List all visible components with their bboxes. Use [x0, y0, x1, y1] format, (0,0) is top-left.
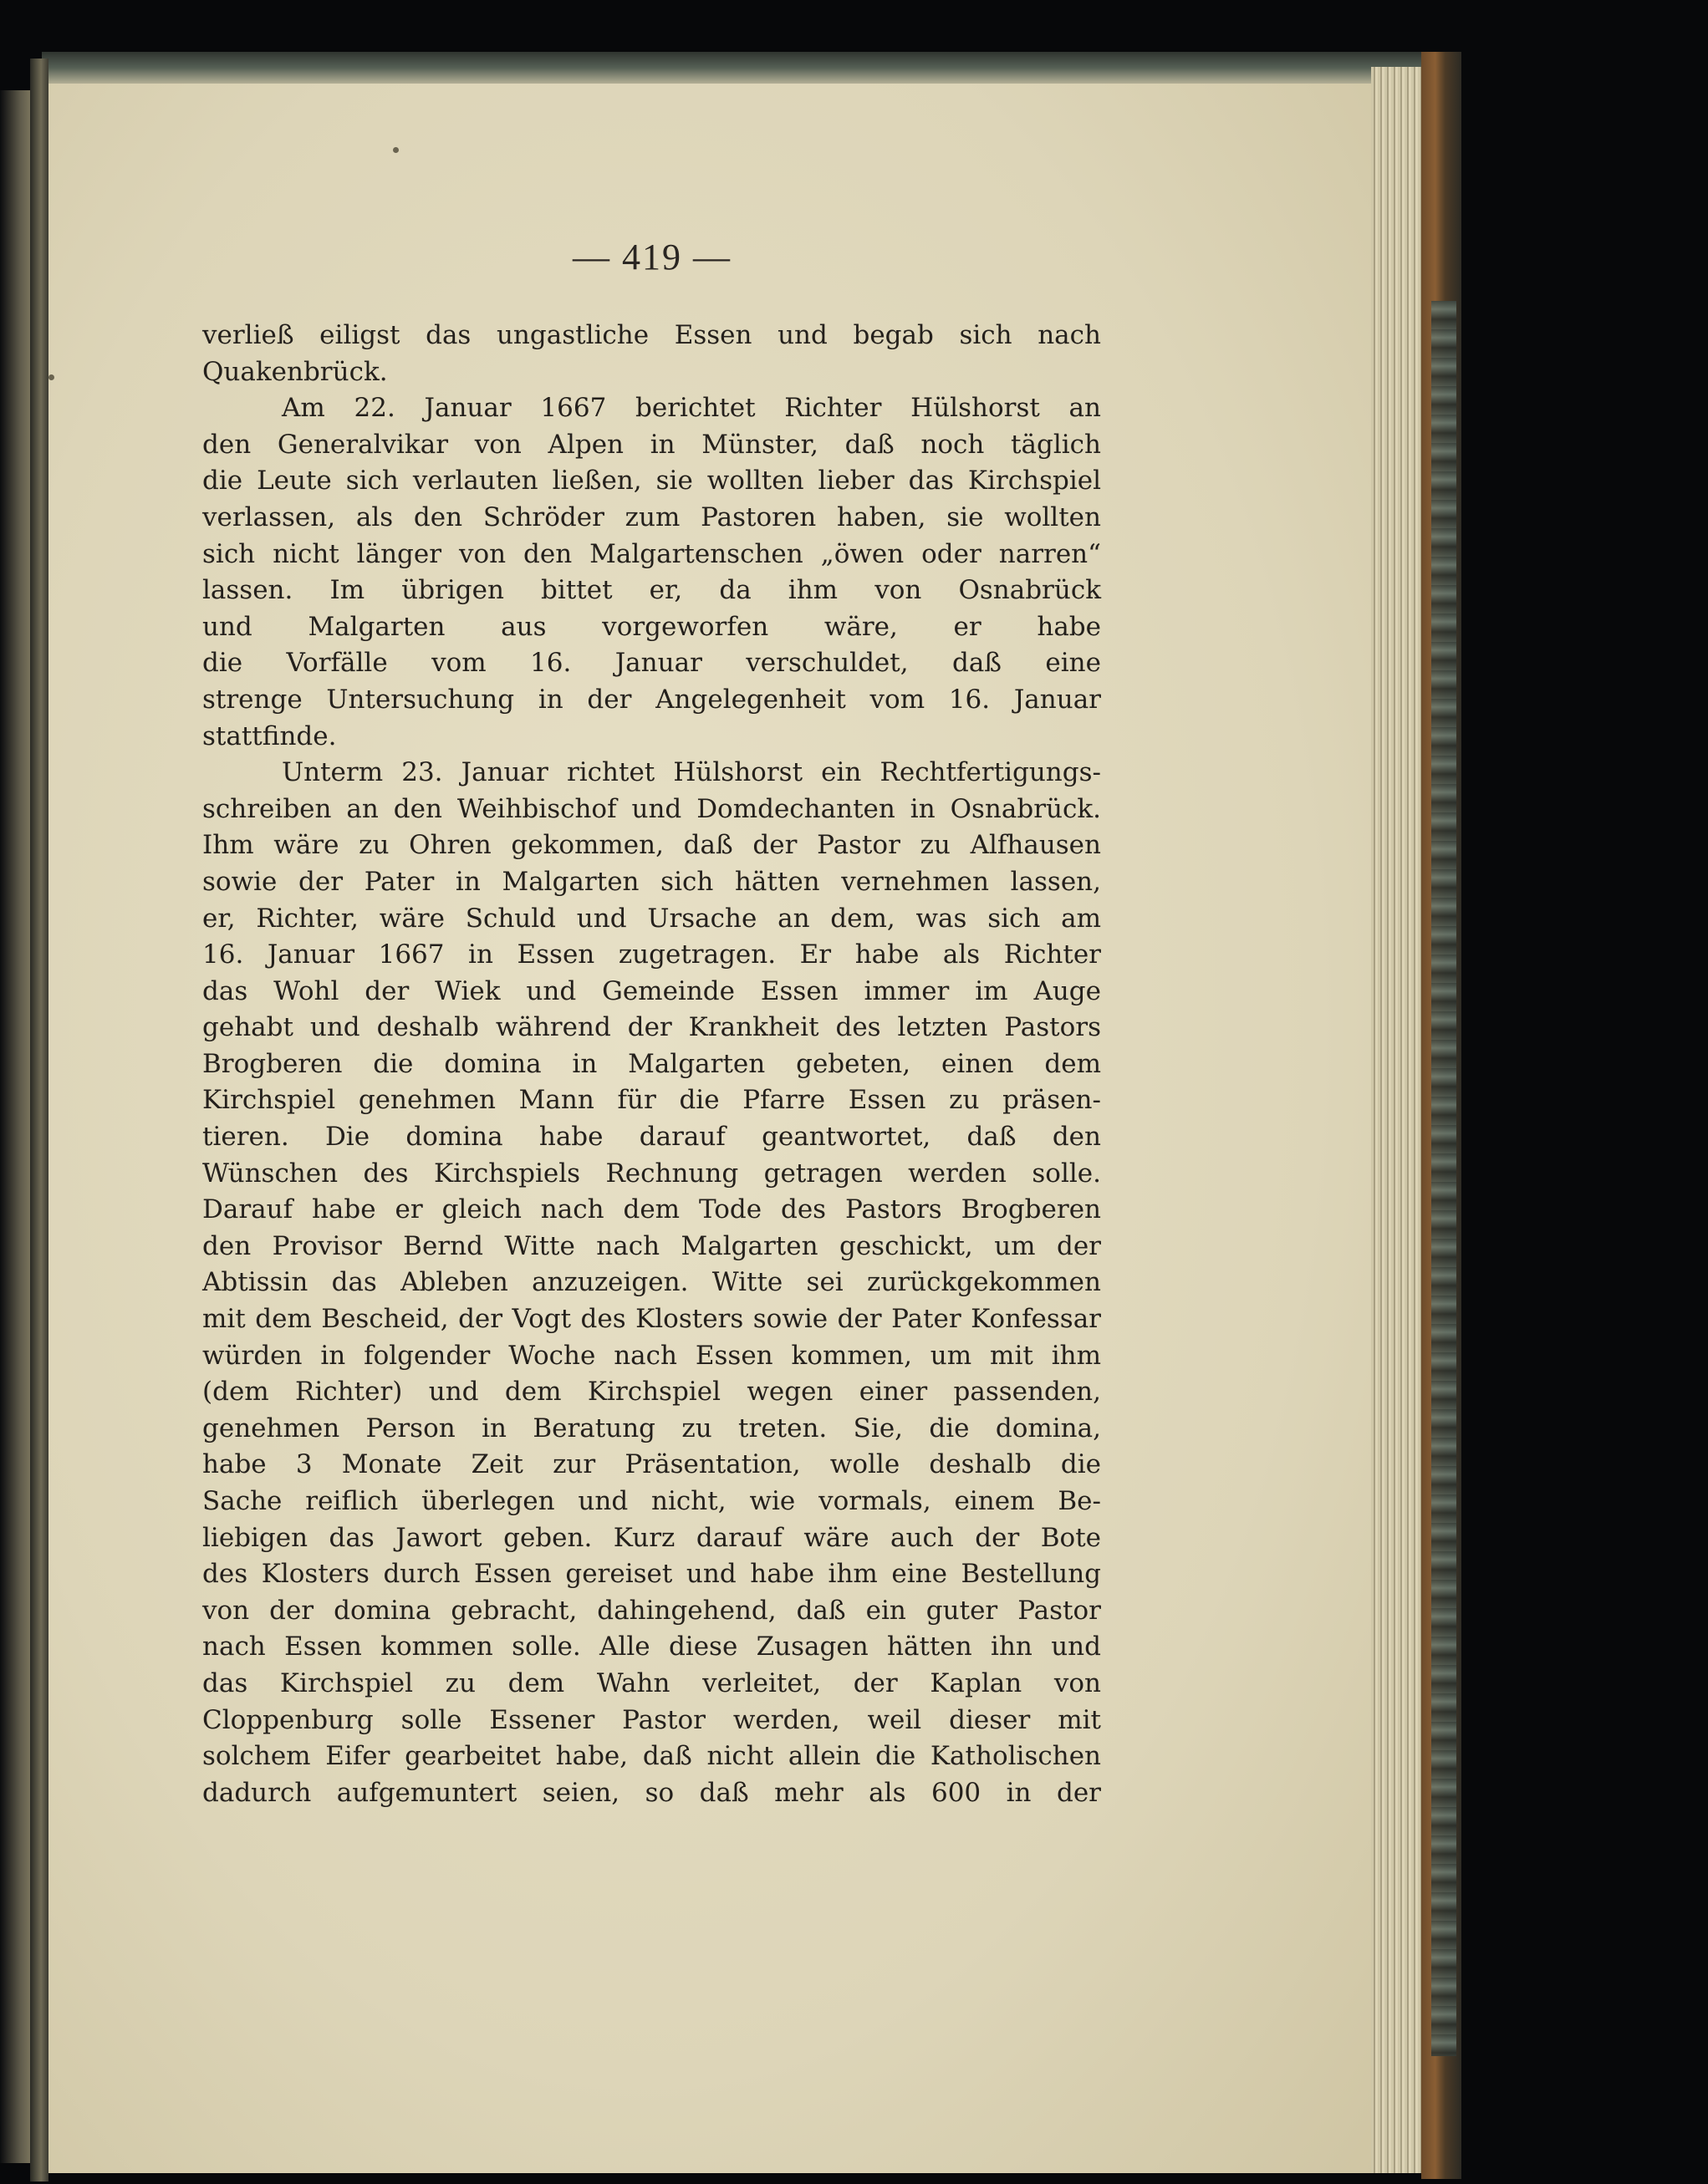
text-line: die Leute sich verlauten ließen, sie wollten lieber das Kirchspiel [202, 466, 1101, 496]
book-gutter [30, 59, 48, 2181]
text-line: von der domina gebracht, dahingehend, daß ein guter Pastor [202, 1595, 1101, 1626]
text-line: schreiben an den Weihbischof und Domdechanten in Osnabrück. [202, 793, 1101, 824]
text-line: Cloppenburg solle Essener Pastor werden, weil dieser mit [202, 1704, 1101, 1735]
text-line: Am 22. Januar 1667 berichtet Richter Hülshorst an [282, 393, 1101, 424]
text-line: des Klosters durch Essen gereiset und habe ihm eine Bestellung [202, 1559, 1101, 1590]
text-line: das Wohl der Wiek und Gemeinde Essen immer im Auge [202, 975, 1101, 1006]
paper-speck [393, 147, 399, 153]
text-line: Unterm 23. Januar richtet Hülshorst ein Rechtfertigungs- [282, 757, 1101, 788]
text-line: verlassen, als den Schröder zum Pastoren haben, sie wollten [202, 501, 1101, 532]
text-line: Ihm wäre zu Ohren gekommen, daß der Pastor zu Alfhausen [202, 830, 1101, 861]
text-line: Sache reiflich überlegen und nicht, wie vormals, einem Be- [202, 1486, 1101, 1516]
text-line: und Malgarten aus vorgeworfen wäre, er habe [202, 611, 1101, 642]
text-line: lassen. Im übrigen bittet er, da ihm von Osnabrück [202, 575, 1101, 606]
text-line: Brogberen die domina in Malgarten gebeten, einen dem [202, 1048, 1101, 1079]
page-body-text [202, 318, 1101, 1811]
text-line: strenge Untersuchung in der Angelegenheit vom 16. Januar [202, 684, 1101, 715]
page-stack-edge [1371, 67, 1428, 2173]
text-line: sowie der Pater in Malgarten sich hätten vernehmen lassen, [202, 866, 1101, 897]
text-line: sich nicht länger von den Malgartenschen „öwen oder narren“ [202, 538, 1101, 569]
text-line: genehmen Person in Beratung zu treten. Sie, die domina, [202, 1413, 1101, 1443]
text-line: er, Richter, wäre Schuld und Ursache an dem, was sich am [202, 903, 1101, 934]
page-number: — 419 — [573, 237, 732, 277]
text-line: (dem Richter) und dem Kirchspiel wegen einer passenden, [202, 1377, 1101, 1408]
text-line: dadurch aufgemuntert seien, so daß mehr als 600 in der [202, 1777, 1101, 1808]
text-line: 16. Januar 1667 in Essen zugetragen. Er habe als Richter [202, 939, 1101, 970]
text-line: nach Essen kommen solle. Alle diese Zusagen hätten ihn und [202, 1632, 1101, 1662]
text-line: Darauf habe er gleich nach dem Tode des Pastors Brogberen [202, 1194, 1101, 1225]
text-line: stattfinde. [202, 720, 337, 751]
text-line: mit dem Bescheid, der Vogt des Klosters sowie der Pater Konfessar [202, 1304, 1101, 1335]
text-line: würden in folgender Woche nach Essen kommen, um mit ihm [202, 1340, 1101, 1371]
text-line: den Provisor Bernd Witte nach Malgarten geschickt, um der [202, 1230, 1101, 1261]
text-line: den Generalvikar von Alpen in Münster, daß noch täglich [202, 429, 1101, 460]
text-line: Abtissin das Ableben anzuzeigen. Witte sei zurückgekommen [202, 1267, 1101, 1298]
text-line: tieren. Die domina habe darauf geantwortet, daß den [202, 1122, 1101, 1153]
paper-speck [48, 374, 54, 380]
text-line: Quakenbrück. [202, 356, 388, 387]
marbled-cover-edge [1431, 301, 1456, 2056]
text-line: verließ eiligst das ungastliche Essen und begab sich nach [202, 320, 1101, 350]
text-line: solchem Eifer gearbeitet habe, daß nicht allein die Katholischen [202, 1741, 1101, 1772]
text-line: Wünschen des Kirchspiels Rechnung getragen werden solle. [202, 1158, 1101, 1189]
text-line: die Vorfälle vom 16. Januar verschuldet, daß eine [202, 648, 1101, 679]
text-line: liebigen das Jawort geben. Kurz darauf wäre auch der Bote [202, 1522, 1101, 1553]
text-line: das Kirchspiel zu dem Wahn verleitet, der Kaplan von [202, 1667, 1101, 1698]
text-line: habe 3 Monate Zeit zur Präsentation, wolle deshalb die [202, 1449, 1101, 1480]
text-line: gehabt und deshalb während der Krankheit des letzten Pastors [202, 1012, 1101, 1043]
text-line: Kirchspiel genehmen Mann für die Pfarre Essen zu präsen- [202, 1085, 1101, 1116]
